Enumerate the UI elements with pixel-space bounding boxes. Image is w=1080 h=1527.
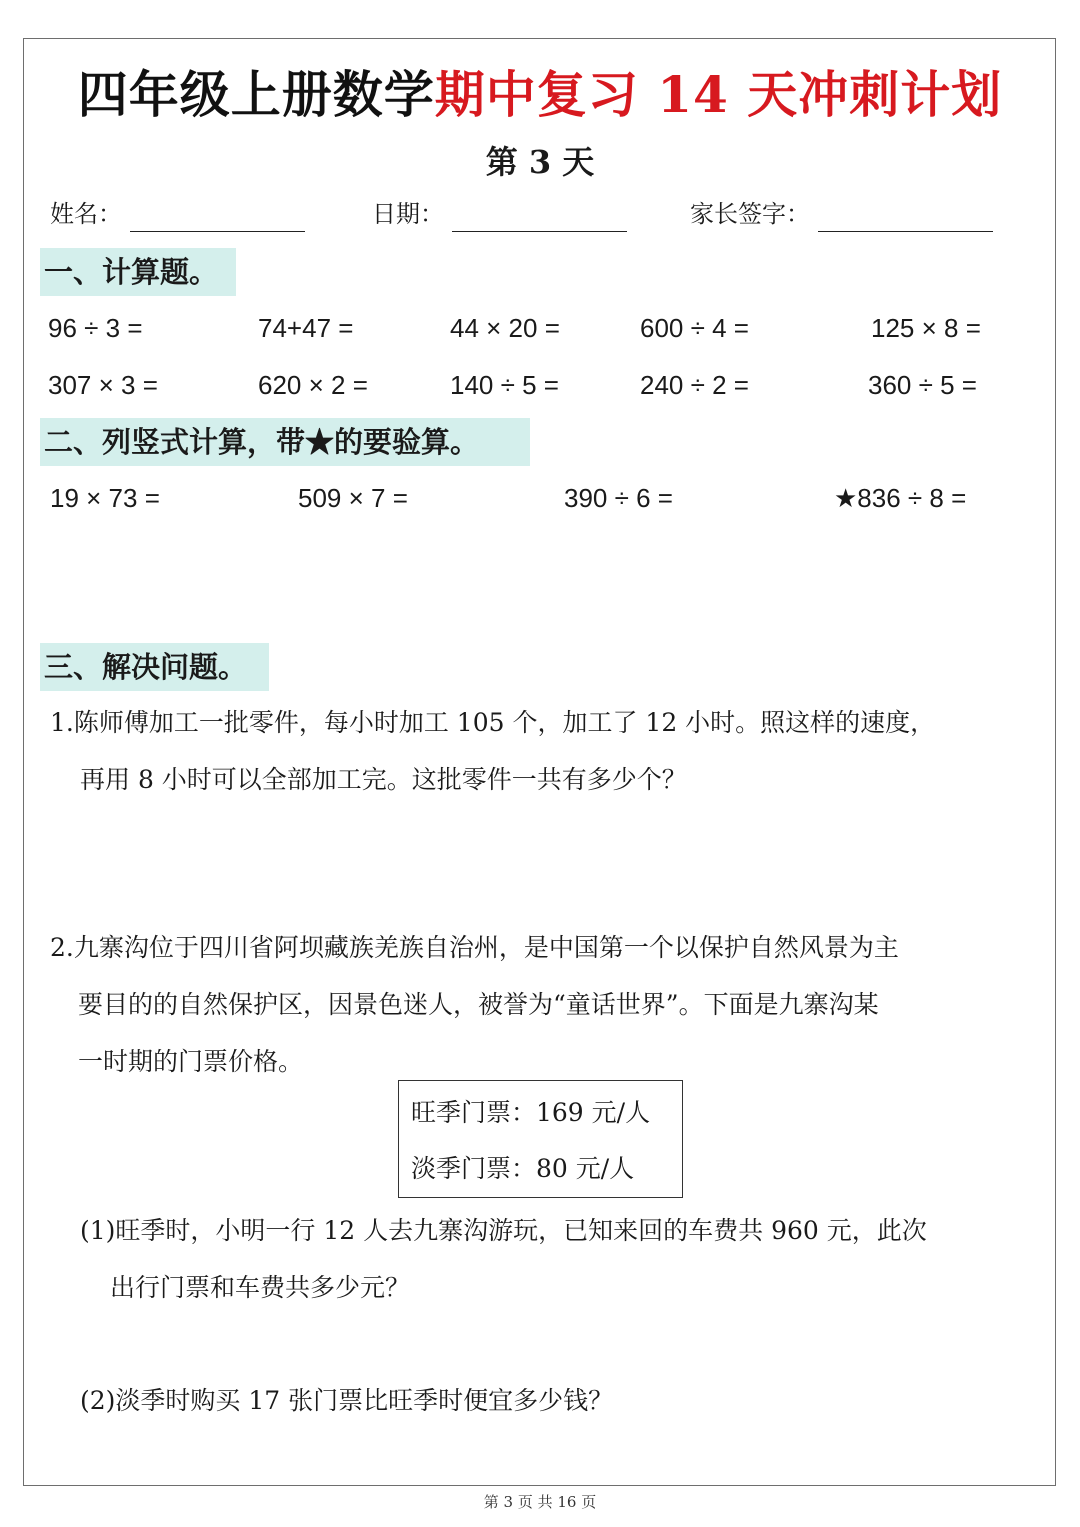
date-blank[interactable] — [452, 201, 627, 232]
question-2-line-2: 要目的的自然保护区，因景色迷人，被誉为“童话世界”。下面是九寨沟某 — [78, 990, 879, 1019]
page-number: 第 3 页 共 16 页 — [483, 1493, 597, 1511]
calc-problem: 600 ÷ 4 = — [640, 313, 749, 343]
question-2-2: (2)淡季时购买 17 张门票比旺季时便宜多少钱？ — [80, 1386, 614, 1415]
off-peak-price: 淡季门票：80 元/人 — [411, 1154, 635, 1183]
vertical-calc-problem-check: ★836 ÷ 8 = — [834, 483, 967, 513]
calc-problem: 620 × 2 = — [258, 370, 368, 400]
parent-sign-field[interactable] — [690, 196, 993, 232]
title-highlight: 期中复习 14 天冲刺计划 — [434, 65, 1003, 124]
name-label: 姓名： — [50, 200, 122, 228]
calc-problem: 96 ÷ 3 = — [48, 313, 143, 343]
question-2-line-1: 2.九寨沟位于四川省阿坝藏族羌族自治州，是中国第一个以保护自然风景为主 — [50, 933, 899, 962]
calc-problem: 44 × 20 = — [450, 313, 560, 343]
question-2-1-line-1: (1)旺季时，小明一行 12 人去九寨沟游玩，已知来回的车费共 960 元，此次 — [80, 1216, 927, 1245]
section-heading-vertical-calc: 二、列竖式计算，带★的要验算。 — [40, 418, 530, 466]
date-field[interactable] — [372, 196, 627, 232]
title-main: 四年级上册数学 — [77, 65, 435, 124]
question-2-1-line-2: 出行门票和车费共多少元？ — [110, 1273, 411, 1302]
vertical-calc-problem: 19 × 73 = — [50, 483, 160, 513]
calc-problem: 140 ÷ 5 = — [450, 370, 559, 400]
sign-label: 家长签字： — [690, 200, 810, 228]
name-field[interactable] — [50, 196, 305, 232]
name-blank[interactable] — [130, 201, 305, 232]
question-2-line-3: 一时期的门票价格。 — [78, 1047, 304, 1076]
question-1-line-1: 1.陈师傅加工一批零件，每小时加工 105 个，加工了 12 小时。照这样的速度， — [50, 708, 936, 737]
sign-blank[interactable] — [818, 201, 993, 232]
vertical-calc-problem: 509 × 7 = — [298, 483, 408, 513]
question-1-line-2: 再用 8 小时可以全部加工完。这批零件一共有多少个？ — [80, 765, 687, 794]
calc-problem: 240 ÷ 2 = — [640, 370, 749, 400]
page-title — [0, 55, 1080, 135]
peak-price: 旺季门票：169 元/人 — [411, 1098, 651, 1127]
calc-problem: 125 × 8 = — [871, 313, 981, 343]
section-heading-calculation: 一、计算题。 — [40, 248, 236, 296]
vertical-calc-problem: 390 ÷ 6 = — [564, 483, 673, 513]
ticket-price-box — [398, 1080, 683, 1198]
calc-problem: 307 × 3 = — [48, 370, 158, 400]
day-label: 第 3 天 — [485, 143, 595, 181]
calc-problem: 360 ÷ 5 = — [868, 370, 977, 400]
section-heading-word-problems: 三、解决问题。 — [40, 643, 269, 691]
calc-problem: 74+47 = — [258, 313, 354, 343]
date-label: 日期： — [372, 200, 444, 228]
